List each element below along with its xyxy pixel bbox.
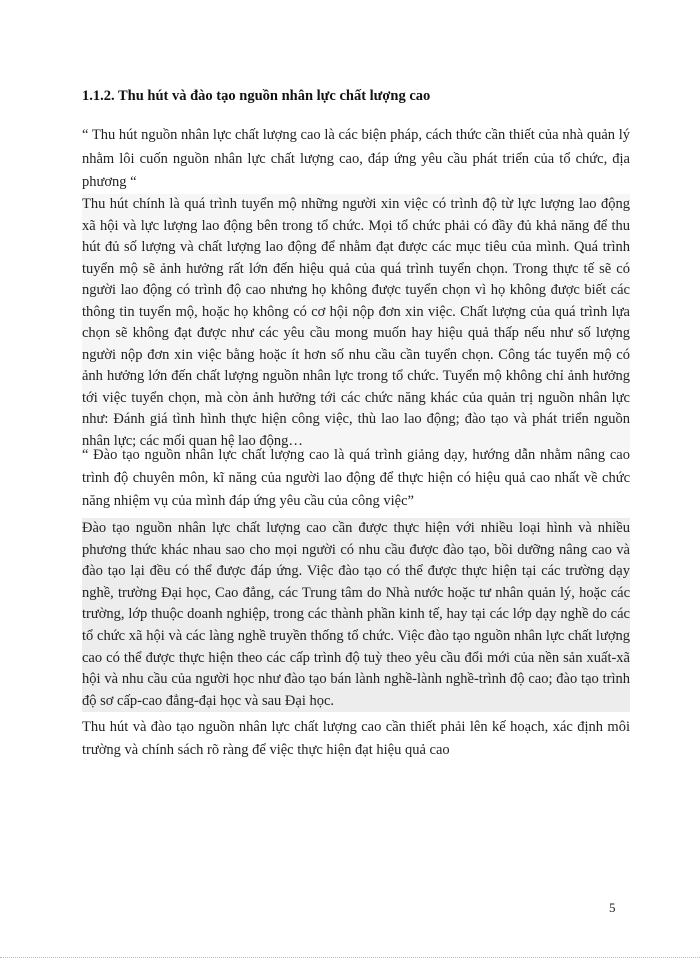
page-bottom-divider: [0, 957, 700, 958]
quote-definition-training: “ Đào tạo nguồn nhân lực chất lượng cao là quá trình giảng dạy, hướng dẫn nhằm nâng cao trình độ chuyên môn, kĩ năng của người lao động để thực hiện có hiệu quả cao nhất về chức năng nhiệm vụ của mình đáp ứng yêu cầu của công việc”: [82, 447, 630, 509]
paragraph-attraction-recruitment: Thu hút chính là quá trình tuyển mộ những người xin việc có trình độ từ lực lượng lao động xã hội và lực lượng lao động bên trong tổ chức. Mọi tổ chức phải có đầy đủ khả năng để thu hút đủ số lượng và chất lượng lao động để nhằm đạt được các mục tiêu của mình. Quá trình tuyển mộ sẽ ảnh hưởng rất lớn đến hiệu quả của quá trình tuyển chọn. Trong thực tế sẽ có người lao động có trình độ cao nhưng họ không được tuyển chọn vì họ không được biết các thông tin tuyển mộ, hoặc họ không có cơ hội nộp đơn xin việc. Chất lượng của quá trình lựa chọn sẽ không đạt được như các yêu cầu mong muốn hay hiệu quả thấp nếu như số lượng người nộp đơn xin việc bằng hoặc ít hơn số nhu cầu cần tuyển chọn. Công tác tuyển mộ có ảnh hưởng lớn đến chất lượng nguồn nhân lực trong tổ chức. Tuyển mộ không chỉ ảnh hưởng tới việc tuyển chọn, mà còn ảnh hưởng tới các chức năng khác của quản trị nguồn nhân lực như: Đánh giá tình hình thực hiện công việc, thù lao lao động; đào tạo và phát triển nguồn nhân lực; các mối quan hệ lao động…: [82, 194, 630, 452]
quote-definition-attraction: “ Thu hút nguồn nhân lực chất lượng cao là các biện pháp, cách thức cần thiết của nhà quản lý nhằm lôi cuốn nguồn nhân lực chất lượng cao, đáp ứng yêu cầu phát triển của tổ chức, địa phương “: [82, 127, 630, 190]
page-number: 5: [609, 900, 616, 915]
paragraph-training-forms: Đào tạo nguồn nhân lực chất lượng cao cần được thực hiện với nhiều loại hình và nhiều phương thức khác nhau sao cho mọi người có nhu cầu được đào tạo, bồi dưỡng nâng cao và đào tạo lại đều có thể được đáp ứng. Việc đào tạo có thể được thực hiện tại các trường dạy nghề, trường Đại học, Cao đẳng, các Trung tâm do Nhà nước hoặc tư nhân quản lý, hoặc các trường, lớp thuộc doanh nghiệp, trong các thành phần kinh tế, hay tại các lớp dạy nghề do các tổ chức xã hội và các làng nghề truyền thống tổ chức. Việc đào tạo nguồn nhân lực chất lượng cao có thể được thực hiện theo các cấp trình độ tuỳ theo yêu cầu đổi mới của nền sản xuất-xã hội và nhu cầu của người học như đào tạo bán lành nghề-lành nghề-trình độ cao; đào tạo trình độ sơ cấp-cao đẳng-đại học và sau Đại học.: [82, 518, 630, 712]
paragraph-conclusion: Thu hút và đào tạo nguồn nhân lực chất lượng cao cần thiết phải lên kế hoạch, xác định môi trường và chính sách rõ ràng để việc thực hiện đạt hiệu quả cao: [82, 719, 630, 758]
section-heading: 1.1.2. Thu hút và đào tạo nguồn nhân lực chất lượng cao: [82, 88, 431, 104]
